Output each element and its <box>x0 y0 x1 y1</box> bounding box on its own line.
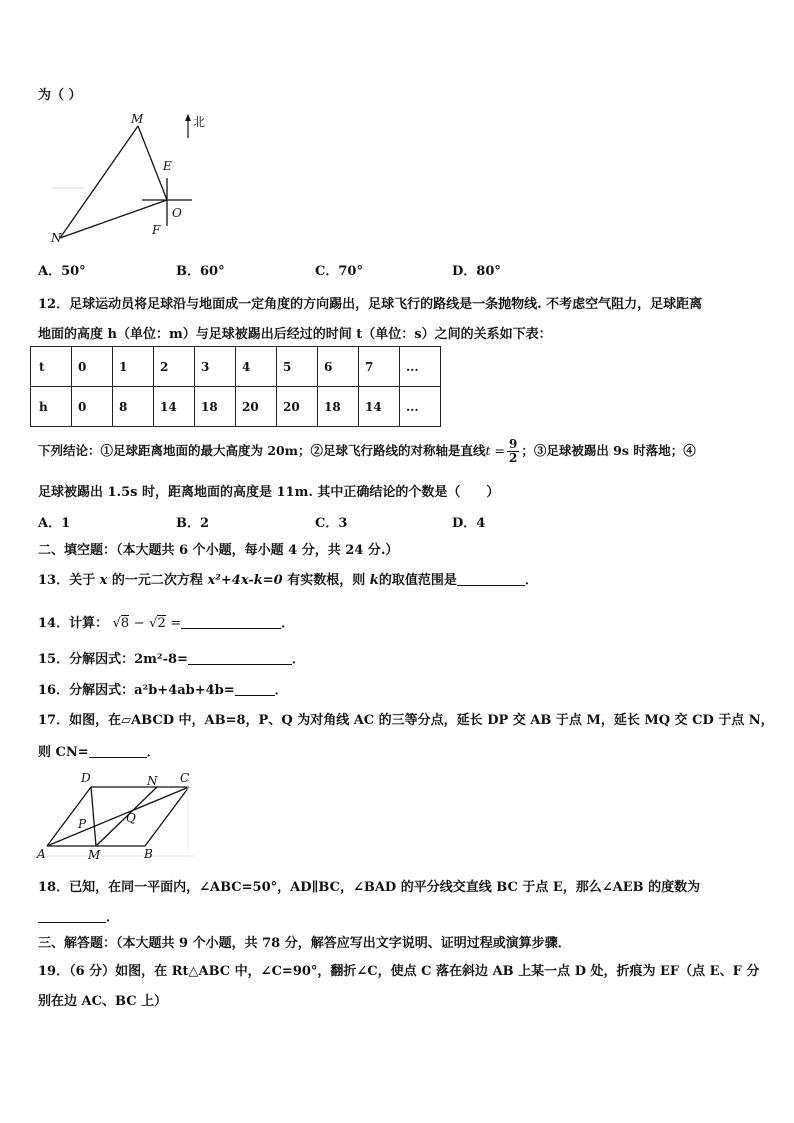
table-cell: h <box>31 387 72 427</box>
q12-option-c: C．3 <box>315 516 348 531</box>
q18-end: ． <box>106 910 120 925</box>
q13-x: x <box>99 573 108 588</box>
label-N: N <box>147 774 158 788</box>
radicand-8: 8 <box>120 616 130 631</box>
q18-line2 <box>38 906 119 925</box>
table-cell: 4 <box>236 347 277 387</box>
label-M: M <box>88 848 101 862</box>
q12-line1: 12．足球运动员将足球沿与地面成一定角度的方向踢出，足球飞行的路线是一条抛物线. 不考虑空气阻力，足球距离 <box>38 297 703 312</box>
q12-fraction <box>507 438 519 465</box>
label-A: A <box>37 847 46 861</box>
label-D: D <box>81 771 91 785</box>
table-cell: 18 <box>195 387 236 427</box>
table-cell: t <box>31 347 72 387</box>
q13-answer-blank[interactable] <box>457 572 525 586</box>
q15-label: 15．分解因式：2m²-8= <box>38 652 188 667</box>
table-cell: 0 <box>72 387 113 427</box>
q15-line <box>38 648 305 667</box>
frac-numerator: 9 <box>508 437 518 451</box>
label-E: E <box>163 159 172 173</box>
table-cell: 5 <box>277 347 318 387</box>
q16-answer-blank[interactable] <box>235 682 275 696</box>
table-cell: 6 <box>318 347 359 387</box>
label-F: F <box>152 223 161 237</box>
q12-option-d: D．4 <box>452 516 486 531</box>
table-cell: ... <box>400 347 441 387</box>
radicand-2: 2 <box>157 616 166 631</box>
q13-a: 13．关于 <box>38 573 96 588</box>
q12-option-a: A．1 <box>38 516 71 531</box>
q12-conclusions-b: ；③足球被踢出 9s 时落地；④ <box>521 443 696 458</box>
frac-denominator: 2 <box>508 451 518 465</box>
q15-answer-blank[interactable] <box>188 651 292 665</box>
q17-cn-label: 则 CN= <box>38 745 89 760</box>
q19-line1: 19．（6 分）如图，在 Rt△ABC 中，∠C=90°，翻折∠C，使点 C 落在斜边 AB 上某一点 D 处，折痕为 EF（点 E、F 分 <box>38 964 760 979</box>
q14-answer-blank[interactable] <box>181 615 281 629</box>
q12-line2: 地面的高度 h（单位：m）与足球被踢出后经过的时间 t（单位：s）之间的关系如下表： <box>38 327 552 342</box>
table-cell: 0 <box>72 347 113 387</box>
q13-k: k <box>369 573 379 588</box>
north-label: 北 <box>193 115 206 129</box>
q11-tail: 为（ ） <box>38 88 82 103</box>
label-N: N <box>51 231 62 245</box>
equals-sign: = <box>170 616 182 631</box>
table-row <box>31 347 441 387</box>
section-3-heading: 三、解答题：（本大题共 9 个小题，共 78 分，解答应写出文字说明、证明过程或演算步骤． <box>38 936 571 951</box>
label-B: B <box>144 847 153 861</box>
q17-line2 <box>38 741 160 760</box>
q14-line <box>38 612 294 631</box>
q17-end: ． <box>146 745 160 760</box>
table-cell: 14 <box>154 387 195 427</box>
q15-end: ． <box>291 652 305 667</box>
q13-b: 的一元二次方程 <box>111 573 203 588</box>
label-P: P <box>78 817 87 831</box>
q14-end: ． <box>281 616 295 631</box>
q18-answer-blank[interactable] <box>38 909 106 923</box>
sqrt-2: √2 <box>149 616 166 631</box>
q12-line4: 足球被踢出 1.5s 时，距离地面的高度是 11m. 其中正确结论的个数是（ ） <box>38 485 500 500</box>
q17-answer-blank[interactable] <box>89 744 147 758</box>
table-cell: 2 <box>154 347 195 387</box>
q12-table <box>30 346 441 427</box>
table-cell: ... <box>400 387 441 427</box>
label-C: C <box>180 771 190 785</box>
q16-line <box>38 679 288 698</box>
q11-option-d: D．80° <box>452 264 501 279</box>
q13-line <box>38 569 538 588</box>
q13-end: ． <box>524 573 538 588</box>
q17-line1: 17．如图，在▱ABCD 中，AB=8，P、Q 为对角线 AC 的三等分点，延长 DP 交 AB 于点 M，延长 MQ 交 CD 于点 N， <box>38 713 774 728</box>
q12-t-equals: t = <box>485 443 505 458</box>
q11-option-c: C．70° <box>315 264 363 279</box>
table-cell: 18 <box>318 387 359 427</box>
table-cell: 20 <box>236 387 277 427</box>
q13-equation: x²+4x-k=0 <box>207 573 283 588</box>
table-cell: 20 <box>277 387 318 427</box>
q13-d: 的取值范围是 <box>378 573 457 588</box>
table-cell: 8 <box>113 387 154 427</box>
table-cell: 14 <box>359 387 400 427</box>
q18-line1: 18．已知，在同一平面内，∠ABC=50°，AD∥BC，∠BAD 的平分线交直线 BC 于点 E，那么∠AEB 的度数为 <box>38 880 701 895</box>
section-2-heading: 二、填空题：（本大题共 6 个小题，每小题 4 分，共 24 分.） <box>38 543 399 558</box>
q11-figure <box>40 108 230 248</box>
q12-conclusions-line <box>38 438 696 465</box>
q16-label: 16．分解因式：a²b+4ab+4b= <box>38 683 235 698</box>
minus-sign: − <box>133 616 145 631</box>
table-cell: 1 <box>113 347 154 387</box>
table-cell: 7 <box>359 347 400 387</box>
q13-c: 有实数根，则 <box>287 573 366 588</box>
sqrt-8: √8 <box>112 616 130 631</box>
table-cell: 3 <box>195 347 236 387</box>
q19-line2: 别在边 AC、BC 上） <box>38 994 168 1009</box>
q12-conclusions-a: 下列结论：①足球距离地面的最大高度为 20m；②足球飞行路线的对称轴是直线 <box>38 443 486 458</box>
q11-option-b: B．60° <box>176 264 225 279</box>
label-O: O <box>172 206 182 220</box>
label-M: M <box>131 112 144 126</box>
q16-end: ． <box>274 683 288 698</box>
q12-option-b: B．2 <box>176 516 210 531</box>
q14-label: 14．计算： <box>38 616 109 631</box>
q17-figure <box>34 766 200 864</box>
label-Q: Q <box>126 811 136 825</box>
q11-option-a: A．50° <box>38 264 86 279</box>
table-row <box>31 387 441 427</box>
